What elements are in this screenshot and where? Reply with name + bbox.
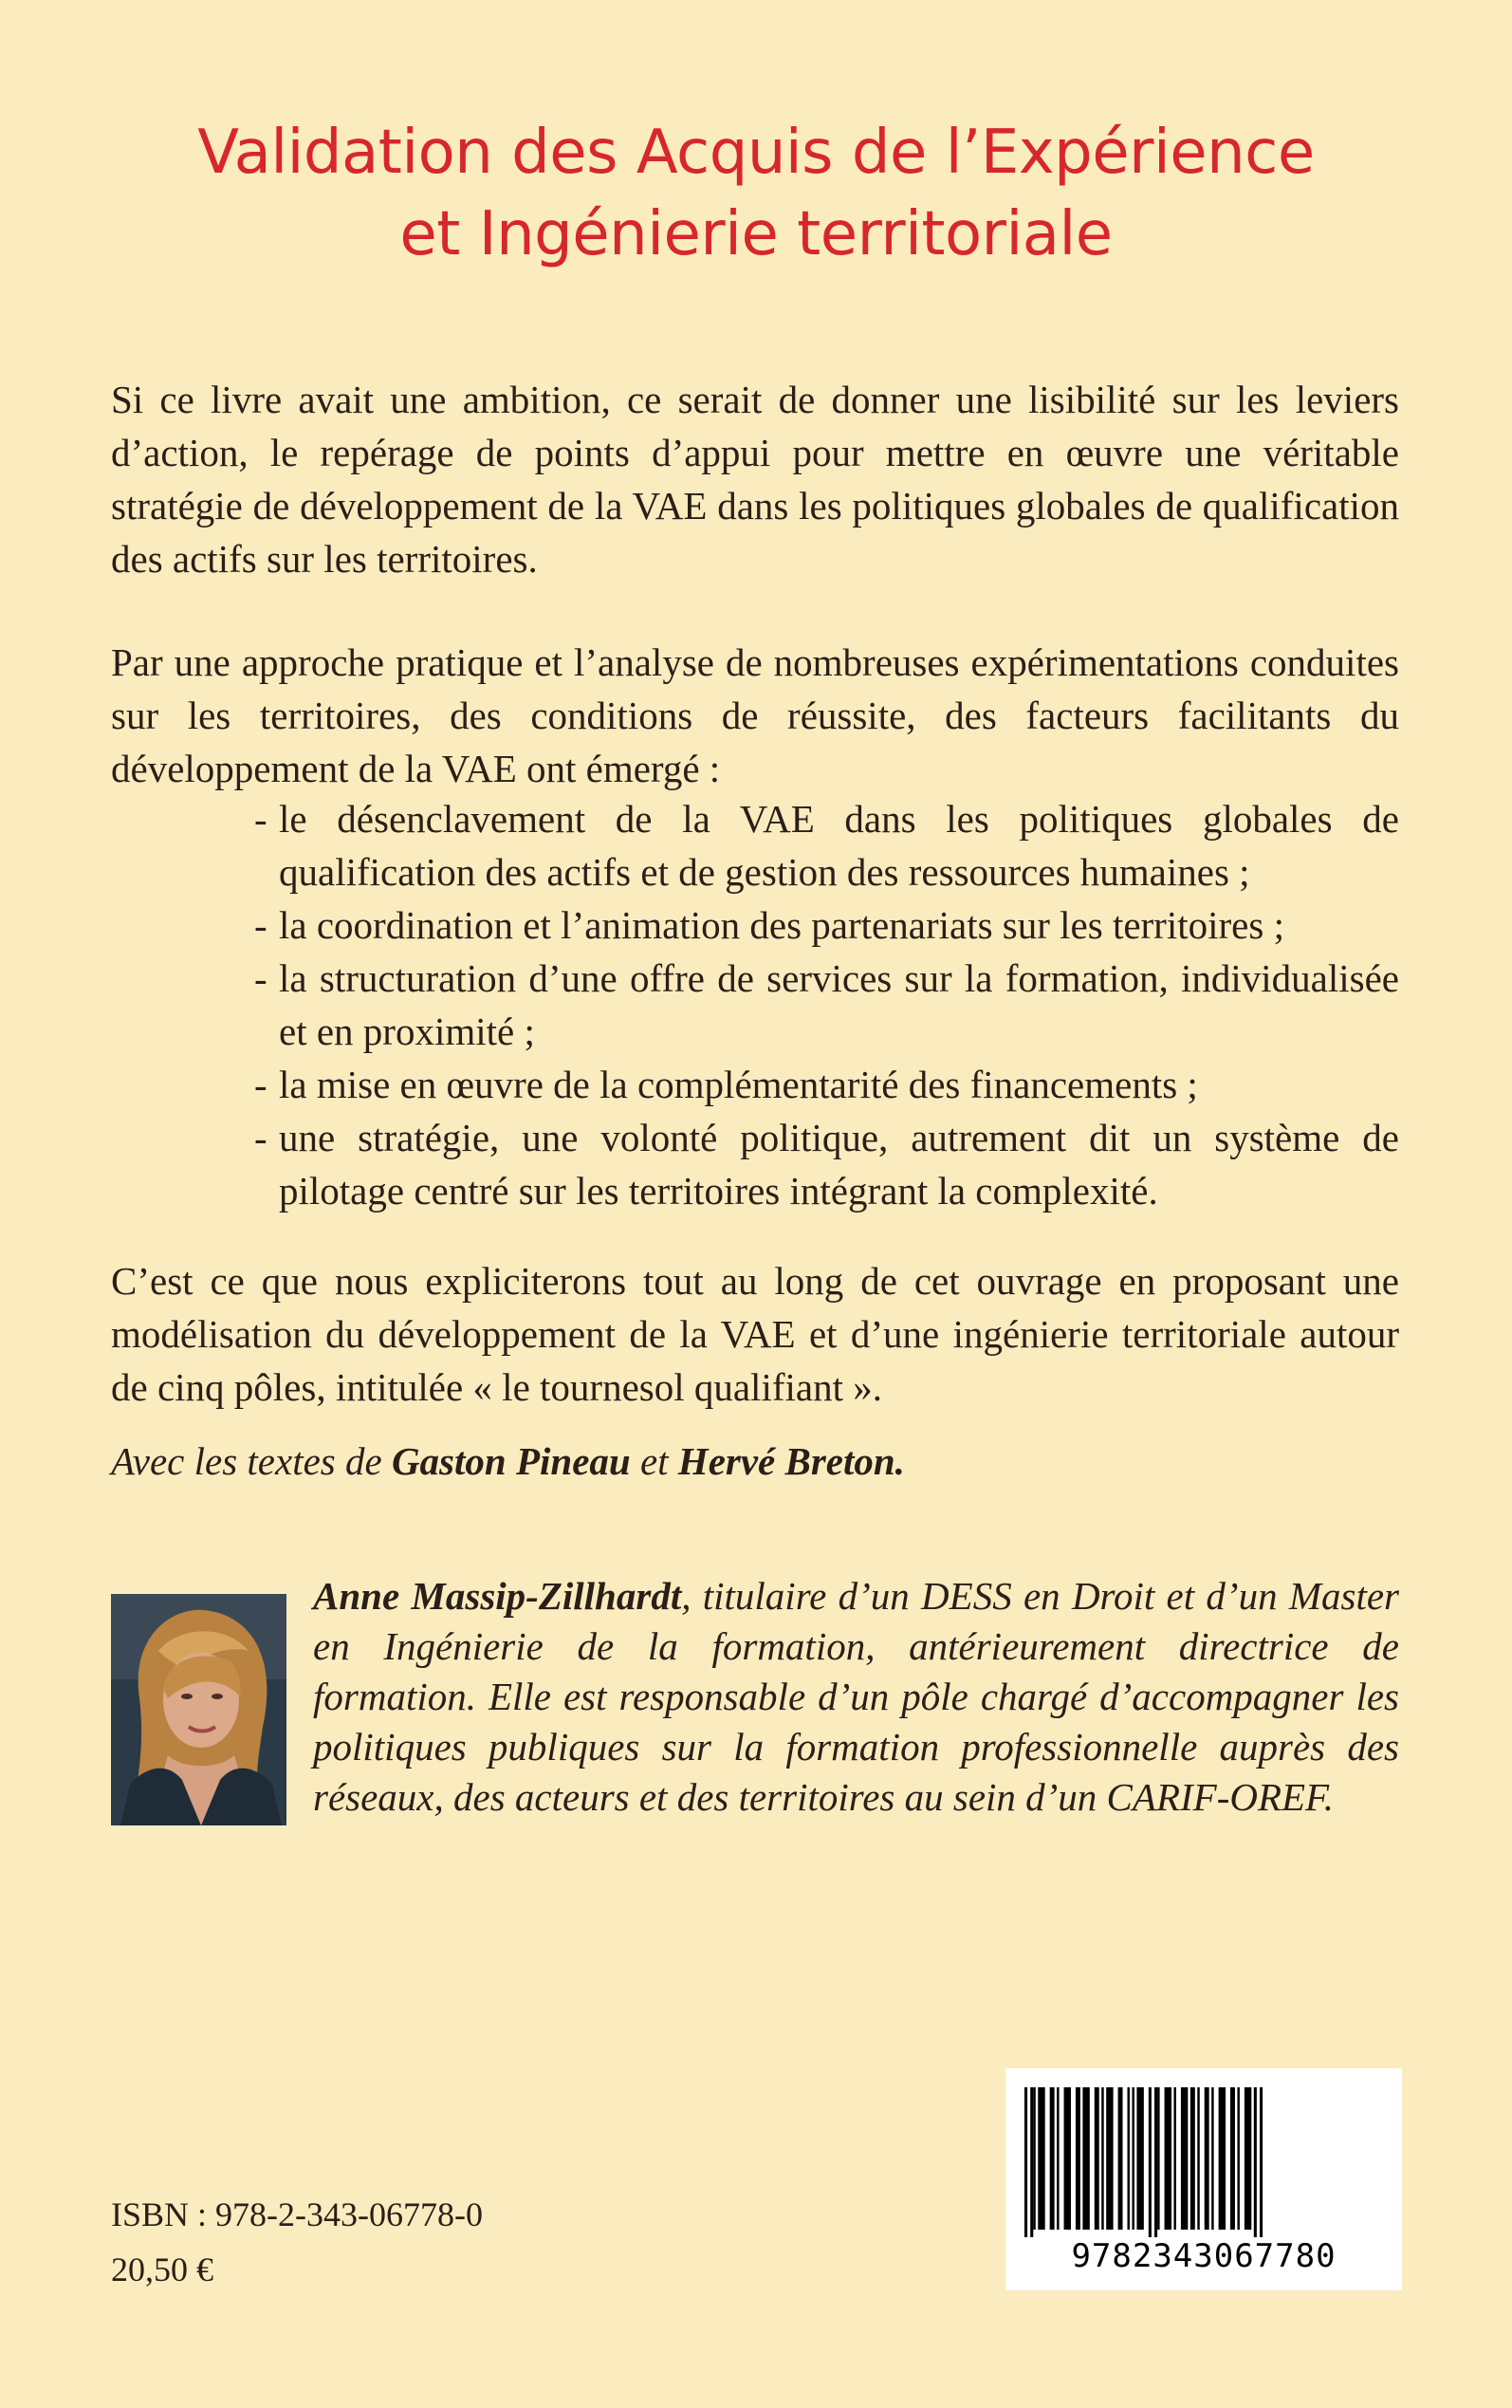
bullet-dash: -	[254, 797, 267, 841]
conclusion-paragraph: C’est ce que nous expliciterons tout au long de cet ouvrage en proposant une modélisation du développement de la VAE et d’une ingénierie territoriale autour de cinq pôles, intitulée « le tournesol qualifiant ».	[111, 1259, 1399, 1409]
author-portrait-icon	[111, 1594, 286, 1825]
bullet-dash: -	[254, 1116, 267, 1159]
title-line-1: Validation des Acquis de l’Expérience	[197, 118, 1315, 188]
success-factors-list	[254, 792, 1399, 1217]
barcode	[1005, 2068, 1402, 2290]
author-photo	[111, 1594, 286, 1825]
title-line-2: et Ingénierie territoriale	[399, 199, 1113, 269]
barcode-digits: 9782343067780	[1071, 2237, 1337, 2275]
barcode-bars-icon	[1017, 2087, 1391, 2237]
price: 20,50 €	[111, 2251, 213, 2288]
list-item: - la mise en œuvre de la complémentarité des financements ;	[254, 1058, 1399, 1111]
list-item: - le désenclavement de la VAE dans les politiques globales de qualification des actifs et de gestion des ressources humaines ;	[254, 792, 1399, 898]
contributor-2: Hervé Breton.	[677, 1439, 905, 1483]
list-item: - la coordination et l’animation des partenariats sur les territoires ;	[254, 898, 1399, 952]
author-name: Anne Massip-Zillhardt	[313, 1574, 682, 1618]
contributor-1: Gaston Pineau	[391, 1439, 631, 1483]
author-bio-text: , titulaire d’un DESS en Droit et d’un Master en Ingénierie de la formation, antérieurement directrice de formation. Elle est responsable d’un pôle chargé d’accompagner les politiques publiques sur la formation professionnelle auprès des réseaux, des acteurs et des territoires au sein d’un CARIF-OREF.	[313, 1574, 1400, 1819]
list-item: - la structuration d’une offre de services sur la formation, individualisée et en proximité ;	[254, 952, 1399, 1058]
book-title	[0, 112, 1512, 275]
isbn: ISBN : 978-2-343-06778-0	[111, 2195, 483, 2233]
bullet-dash: -	[254, 956, 267, 1000]
author-bio	[313, 1571, 1399, 1823]
intro-paragraph: Si ce livre avait une ambition, ce serait de donner une lisibilité sur les leviers d’action, le repérage de points d’appui pour mettre en œuvre une véritable stratégie de développement de la VAE dans les politiques globales de qualification des actifs sur les territoires.	[111, 378, 1399, 581]
contributors-line: Avec les textes de Gaston Pineau et Hervé Breton.	[111, 1439, 905, 1483]
bullet-dash: -	[254, 1063, 267, 1106]
approach-paragraph: Par une approche pratique et l’analyse de nombreuses expérimentations conduites sur les territoires, des conditions de réussite, des facteurs facilitants du développement de la VAE ont émergé :	[111, 640, 1399, 790]
list-item: - une stratégie, une volonté politique, autrement dit un système de pilotage centré sur les territoires intégrant la complexité.	[254, 1111, 1399, 1217]
bullet-dash: -	[254, 903, 267, 947]
